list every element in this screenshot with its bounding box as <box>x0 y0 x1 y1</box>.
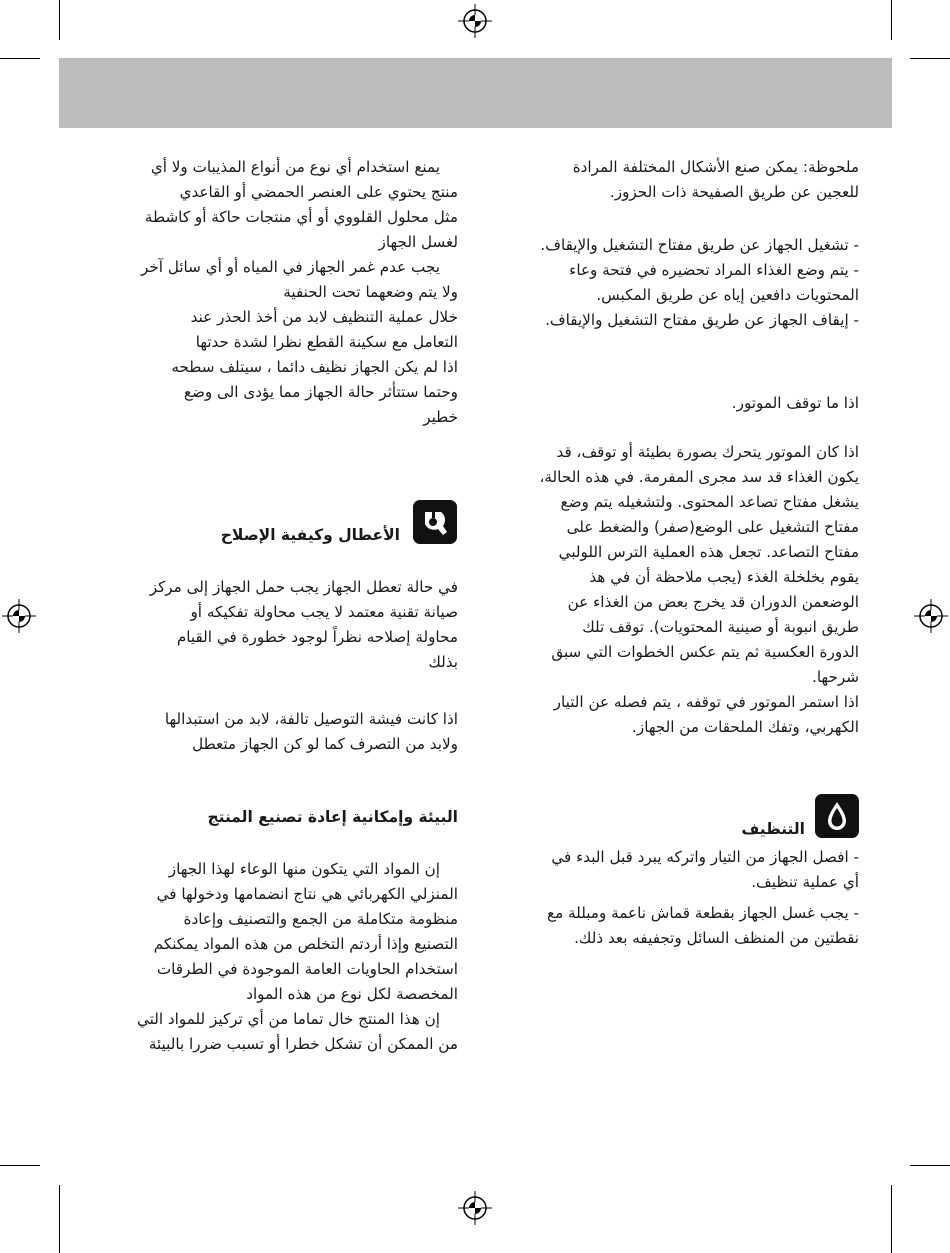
crop-mark <box>0 1165 40 1166</box>
cleaning-line: نقطتين من المنظف السائل وتجفيفه بعد ذلك. <box>574 929 859 947</box>
warning-line: مثل محلول القلووي أو أي منتجات حاكة أو كاشطة <box>144 208 458 226</box>
note-line: للعجين عن طريق الصفيحة ذات الحزوز. <box>609 183 859 201</box>
paragraph-line: إن هذا المنتج خال تماما من أي تركيز للمواد التي <box>136 1010 440 1028</box>
paragraph-line: صيانة تقنية معتمد لا يجب محاولة تفكيكه أو <box>190 603 458 621</box>
paragraph-line: المنزلي الكهربائي هي نتاج انضمامها ودخولها في <box>156 885 458 903</box>
paragraph-line: يكون الغذاء قد سد مجرى المفرمة. في هذه الحالة، <box>539 468 859 486</box>
cleaning-line: - يجب غسل الجهاز بقطعة قماش ناعمة ومبللة مع <box>546 904 859 922</box>
crosshair-target-icon <box>914 599 948 633</box>
paragraph-line: المخصصة لكل نوع من هذه المواد <box>246 985 458 1003</box>
paragraph-line: في حالة تعطل الجهاز يجب حمل الجهاز إلى مركز <box>149 578 458 596</box>
paragraph-line: منظومة متكاملة من الجمع والتصنيف وإعادة <box>183 910 458 928</box>
warning-line: خطير <box>423 408 458 426</box>
paragraph-line: محاولة إصلاحه نظراً لوجود خطورة في القيام <box>176 628 458 646</box>
warning-line: ولا يتم وضعهما تحت الحنفية <box>283 283 458 301</box>
paragraph-line: التصنيع وإذا أردتم التخلص من هذه المواد يمكنكم <box>153 935 458 953</box>
paragraph-line: ولابد من التصرف كما لو كن الجهاز متعطل <box>192 735 458 753</box>
crop-mark <box>910 58 950 59</box>
environment-paragraph <box>95 857 458 1057</box>
crosshair-target-icon <box>2 599 36 633</box>
warnings-block <box>95 155 458 430</box>
environment-title: البيئة وإمكانية إعادة تصنيع المنتج <box>207 808 458 826</box>
paragraph-line: يقوم بخلخلة الغذء (يجب ملاحظة أن في هذ <box>589 568 859 586</box>
paragraph-line: مفتاح التصاعد. تجعل هذه العملية الترس اللولبي <box>558 543 859 561</box>
warning-line: خلال عملية التنظيف لابد من أخذ الحذر عند <box>190 308 458 326</box>
crop-mark <box>59 1185 60 1253</box>
note-line: ملحوظة: يمكن صنع الأشكال المختلفة المرادة <box>572 158 859 176</box>
paragraph-line: يشغل مفتاح تصاعد المحتوى. ولتشغيله يتم وضع <box>560 493 859 511</box>
paragraph-line: بذلك <box>428 653 458 671</box>
header-bar <box>59 58 892 128</box>
paragraph-line: الكهربي، وتفك الملحقات من الجهاز. <box>632 718 859 736</box>
crop-mark <box>59 0 60 40</box>
paragraph-line: مفتاح التشغيل على الوضع(صفر) والضغط على <box>566 518 859 536</box>
paragraph-line: اذا استمر الموتور في توقفه ، يتم فصله عن التيار <box>553 693 859 711</box>
step-line: - تشغيل الجهاز عن طريق مفتاح التشغيل والإيقاف. <box>540 236 859 254</box>
warning-line: يمنع استخدام أي نوع من أنواع المذيبات ولا أي <box>150 158 440 176</box>
paragraph-line: استخدام الحاويات العامة الموجودة في الطرقات <box>156 960 458 978</box>
steps-list <box>487 233 859 333</box>
step-line: - يتم وضع الغذاء المراد تحضيره في فتحة وعاء <box>569 261 859 279</box>
motor-stop-title: اذا ما توقف الموتور. <box>731 394 859 412</box>
plug-paragraph <box>95 707 458 757</box>
motor-paragraph <box>487 440 859 740</box>
paragraph-line: الوضعمن الدوران قد يخرج بعض من الغذاء عن <box>567 593 859 611</box>
paragraph-line: اذا كان الموتور يتحرك بصورة بطيئة أو توقف، قد <box>556 443 859 461</box>
paragraph-line: إن المواد التي يتكون منها الوعاء لهذا الجهاز <box>168 860 440 878</box>
cleaning-line: - افصل الجهاز من التيار واتركه يبرد قبل البدء في <box>551 848 859 866</box>
warning-line: لغسل الجهاز <box>378 233 458 251</box>
repair-title: الأعطال وكيفية الإصلاح <box>220 526 400 544</box>
cleaning-title: التنظيف <box>741 820 805 838</box>
step-line: المحتويات دافعين إياه عن طريق المكبس. <box>596 286 859 304</box>
crop-mark <box>910 1165 950 1166</box>
crop-mark <box>0 58 40 59</box>
cleaning-line: أي عملية تنظيف. <box>751 873 859 891</box>
warning-line: يجب عدم غمر الجهاز في المياه أو أي سائل آخر <box>141 258 440 276</box>
repair-paragraph <box>95 575 458 675</box>
warning-line: اذا لم يكن الجهاز نظيف دائما ، سيتلف سطحه <box>171 358 458 376</box>
wrench-icon <box>413 500 457 544</box>
warning-line: التعامل مع سكينة القطع نظرا لشدة حدتها <box>195 333 458 351</box>
crop-mark <box>891 0 892 40</box>
note-block <box>487 155 859 205</box>
warning-line: منتج يحتوي على العنصر الحمضي أو القاعدي <box>179 183 458 201</box>
crosshair-target-icon <box>458 1191 492 1225</box>
droplet-icon <box>815 794 859 838</box>
paragraph-line: شرحها. <box>812 668 859 686</box>
crosshair-target-icon <box>458 4 492 38</box>
step-line: - إيقاف الجهاز عن طريق مفتاح التشغيل والإيقاف. <box>545 311 859 329</box>
crop-mark <box>891 1185 892 1253</box>
paragraph-line: طريق انبوبة أو صينية المحتويات). توقف تلك <box>582 618 859 636</box>
warning-line: وحتما ستتأثر حالة الجهاز مما يؤدى الى وضع <box>183 383 458 401</box>
paragraph-line: الدورة العكسية ثم يتم عكس الخطوات التي سبق <box>551 643 859 661</box>
paragraph-line: من الممكن أن تشكل خطرا أو تسبب ضررا بالبيئة <box>148 1035 458 1053</box>
cleaning-list <box>487 845 859 951</box>
paragraph-line: اذا كانت فيشة التوصيل تالفة، لابد من استبدالها <box>164 710 458 728</box>
